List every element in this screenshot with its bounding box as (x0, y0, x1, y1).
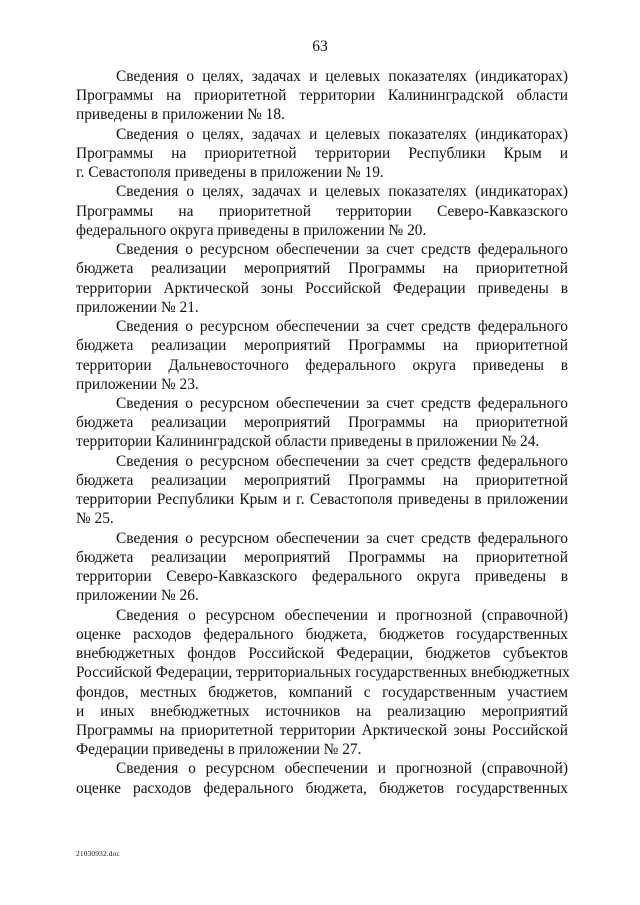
paragraph (76, 317, 568, 394)
paragraph-line: Сведения о ресурсном обеспечении и прогнозной (справочной) (116, 606, 568, 624)
paragraph-line: территории Арктической зоны Российской Федерации приведены в (76, 279, 568, 297)
paragraph (76, 759, 568, 797)
paragraph-line: оценке расходов федерального бюджета, бюджетов государственных (76, 625, 568, 643)
paragraph (76, 240, 568, 317)
paragraph-line: Сведения о целях, задачах и целевых показателях (индикаторах) (116, 68, 568, 85)
paragraph-line: приложении № 21. (76, 298, 199, 316)
paragraph-line: бюджета реализации мероприятий Программы на приоритетной (76, 337, 568, 355)
paragraph-line: Программы на приоритетной территории Республики Крым и (76, 144, 568, 162)
paragraph-line: г. Севастополя приведены в приложении № 19. (76, 164, 384, 182)
paragraph (76, 125, 568, 183)
paragraph (76, 529, 568, 606)
paragraph-line: Программы на приоритетной территории Северо-Кавказского (76, 202, 568, 220)
paragraph (76, 606, 568, 760)
paragraph-line: бюджета реализации мероприятий Программы на приоритетной (76, 471, 568, 489)
paragraph-line: бюджета реализации мероприятий Программы на приоритетной (76, 260, 568, 278)
paragraph-line: приложении № 23. (76, 375, 199, 393)
paragraph-line: территории Республики Крым и г. Севастополя приведены в приложении (76, 491, 568, 509)
paragraph-line: Сведения о целях, задачах и целевых показателях (индикаторах) (116, 183, 568, 201)
paragraph-line: Федерации приведены в приложении № 27. (76, 741, 362, 759)
document-file-reference: 21030932.doc (76, 849, 120, 858)
paragraph-line: Сведения о ресурсном обеспечении за счет средств федерального (116, 452, 568, 470)
paragraph-line: Сведения о ресурсном обеспечении и прогнозной (справочной) (116, 760, 568, 778)
paragraph-line: федерального округа приведены в приложении № 20. (76, 221, 427, 239)
paragraph-line: территории Северо-Кавказского федерального округа приведены в (76, 568, 568, 586)
paragraph-line: Программы на приоритетной территории Калининградской области (76, 87, 568, 105)
paragraph-line: Программы на приоритетной территории Арктической зоны Российской (76, 721, 568, 739)
paragraph-line: № 25. (76, 510, 114, 528)
paragraph-line: Сведения о ресурсном обеспечении за счет средств федерального (116, 529, 568, 547)
document-body (76, 67, 568, 798)
paragraph-line: бюджета реализации мероприятий Программы на приоритетной (76, 414, 568, 432)
paragraph-line: Российской Федерации, территориальных государственных внебюджетных (76, 664, 570, 682)
paragraph-line: приведены в приложении № 18. (76, 106, 285, 124)
paragraph (76, 394, 568, 452)
page-number: 63 (312, 38, 328, 55)
paragraph-line: оценке расходов федерального бюджета, бюджетов государственных (76, 779, 568, 797)
paragraph-line: Сведения о ресурсном обеспечении за счет средств федерального (116, 241, 568, 259)
paragraph-line: территории Дальневосточного федерального округа приведены в (76, 356, 568, 374)
paragraph (76, 182, 568, 240)
paragraph-line: Сведения о целях, задачах и целевых показателях (индикаторах) (116, 125, 568, 143)
paragraph-line: внебюджетных фондов Российской Федерации, бюджетов субъектов (76, 645, 568, 663)
paragraph-line: территории Калининградской области приведены в приложении № 24. (76, 433, 540, 451)
paragraph-line: Сведения о ресурсном обеспечении за счет средств федерального (116, 394, 568, 412)
paragraph (76, 67, 568, 125)
paragraph-line: и иных внебюджетных источников на реализацию мероприятий (76, 702, 568, 720)
paragraph-line: фондов, местных бюджетов, компаний с государственным участием (76, 683, 568, 701)
paragraph-line: Сведения о ресурсном обеспечении за счет средств федерального (116, 318, 568, 336)
paragraph (76, 452, 568, 529)
paragraph-line: приложении № 26. (76, 587, 199, 605)
paragraph-line: бюджета реализации мероприятий Программы на приоритетной (76, 548, 568, 566)
